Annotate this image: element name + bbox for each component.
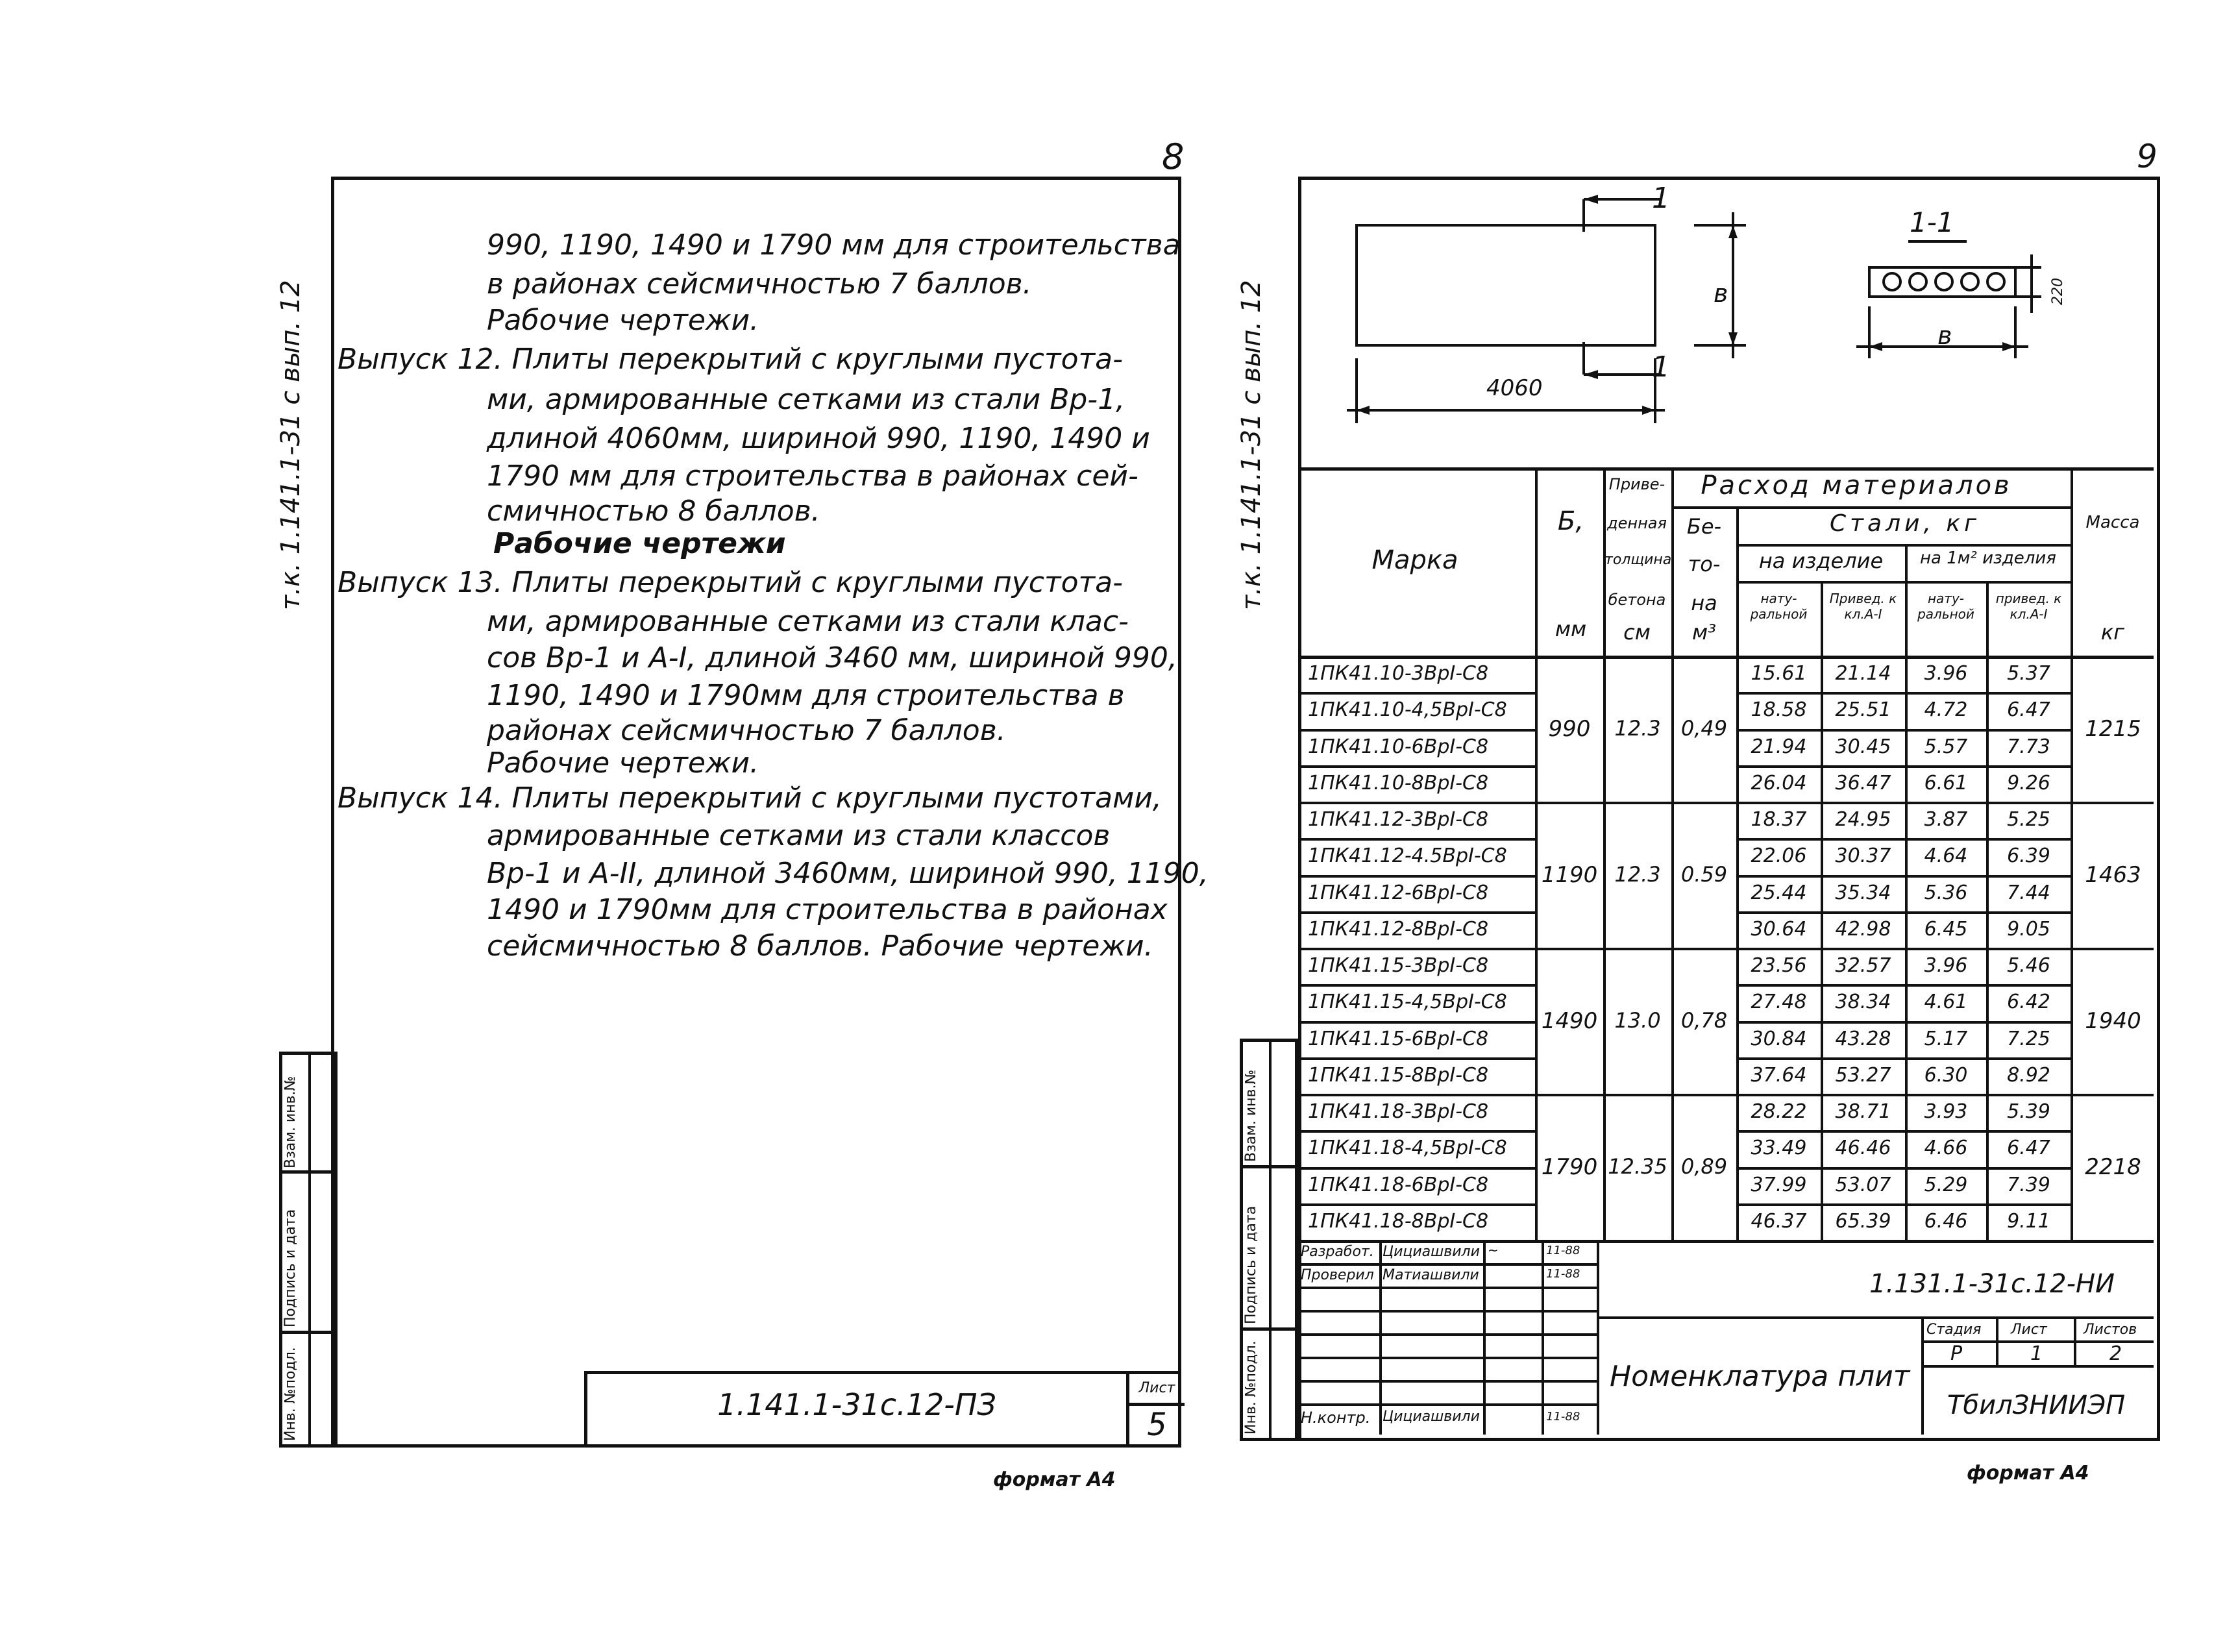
text-line: сов Вр-1 и А-I, длиной 3460 мм, шириной 990, bbox=[487, 641, 1177, 674]
row-divider bbox=[1298, 1167, 1535, 1170]
stamp-sheets-label: Листов bbox=[2084, 1322, 2137, 1338]
header-concrete-unit: м³ bbox=[1692, 620, 1716, 645]
text-line: Выпуск 13. Плиты перекрытий с круглыми пустота- bbox=[338, 566, 1123, 599]
table-row-mark: 1ПК41.18-8ВрI-С8 bbox=[1308, 1209, 1489, 1233]
left-document-code: 1.141.1-31с.12-ПЗ bbox=[717, 1387, 996, 1422]
table-cell-natural-m2: 4.61 bbox=[1924, 991, 1968, 1014]
table-row-mark: 1ПК41.18-6ВрI-С8 bbox=[1308, 1173, 1489, 1196]
header-b: Б, bbox=[1557, 506, 1584, 536]
left-side-columns bbox=[279, 1052, 338, 1448]
text-line: длиной 4060мм, шириной 990, 1190, 1490 и bbox=[487, 422, 1150, 455]
text-line: районах сейсмичностью 7 баллов. bbox=[487, 714, 1006, 747]
stamp-developer-role: Разработ. bbox=[1301, 1244, 1374, 1260]
group-concrete: 0.59 bbox=[1680, 861, 1728, 887]
stamp-sheets: 2 bbox=[2109, 1342, 2122, 1365]
table-cell-reduced: 42.98 bbox=[1835, 917, 1891, 941]
table-row-mark: 1ПК41.18-4,5ВрI-С8 bbox=[1308, 1137, 1507, 1160]
group-mass: 1215 bbox=[2085, 715, 2141, 742]
group-b: 1490 bbox=[1541, 1007, 1598, 1034]
stamp-control-name: Цициашвили bbox=[1383, 1409, 1480, 1425]
stamp-checker-role: Проверил bbox=[1301, 1267, 1374, 1283]
group-mass: 2218 bbox=[2085, 1153, 2141, 1180]
left-format-label: формат А4 bbox=[993, 1468, 1116, 1491]
section-width-dim: в bbox=[1937, 321, 1952, 350]
text-line: армированные сетками из стали классов bbox=[487, 819, 1111, 852]
row-divider bbox=[1736, 692, 2071, 695]
table-row-mark: 1ПК41.15-4,5ВрI-С8 bbox=[1308, 991, 1507, 1014]
row-divider bbox=[1736, 875, 2071, 878]
row-divider bbox=[1298, 948, 1535, 950]
table-cell-reduced-m2: 9.26 bbox=[2007, 771, 2050, 795]
row-divider bbox=[1736, 729, 2071, 732]
table-row-mark: 1ПК41.10-4,5ВрI-С8 bbox=[1308, 698, 1507, 722]
header-per-m2: на 1м² изделия bbox=[1920, 549, 2056, 568]
stamp-checker-date: 11-88 bbox=[1546, 1267, 1580, 1281]
table-cell-reduced: 21.14 bbox=[1835, 662, 1891, 685]
text-line: в районах сейсмичностью 7 баллов. bbox=[487, 267, 1032, 301]
group-thickness: 13.0 bbox=[1614, 1007, 1661, 1033]
table-cell-reduced-m2: 5.39 bbox=[2007, 1100, 2050, 1123]
table-cell-natural-m2: 6.45 bbox=[1924, 917, 1968, 941]
group-b: 990 bbox=[1548, 715, 1591, 742]
text-line: смичностью 8 баллов. bbox=[487, 495, 820, 528]
header-natural: нату-ральной bbox=[1750, 591, 1808, 622]
header-materials: Расход материалов bbox=[1701, 471, 2012, 500]
section-label: 1-1 bbox=[1910, 206, 1954, 238]
header-per-item: на изделие bbox=[1758, 549, 1884, 573]
right-side-col-sign: Подпись и дата bbox=[1243, 1205, 1259, 1324]
table-cell-natural-m2: 6.61 bbox=[1924, 771, 1968, 795]
group-concrete: 0,89 bbox=[1680, 1153, 1728, 1179]
row-divider bbox=[1298, 911, 1535, 914]
table-cell-reduced: 24.95 bbox=[1835, 808, 1891, 831]
group-thickness: 12.35 bbox=[1608, 1153, 1667, 1179]
row-divider bbox=[1298, 1203, 1535, 1206]
section-mark-bottom: 1 bbox=[1652, 351, 1670, 384]
table-cell-reduced-m2: 7.39 bbox=[2007, 1173, 2050, 1196]
right-format-label: формат А4 bbox=[1967, 1462, 2089, 1485]
group-concrete: 0,49 bbox=[1680, 715, 1728, 741]
stamp-developer-name: Цициашвили bbox=[1383, 1244, 1480, 1260]
stamp-document-code: 1.131.1-31с.12-НИ bbox=[1869, 1269, 2115, 1299]
table-cell-natural: 25.44 bbox=[1751, 881, 1807, 904]
table-cell-reduced-m2: 5.25 bbox=[2007, 808, 2050, 831]
text-line: 1190, 1490 и 1790мм для строительства в bbox=[487, 679, 1125, 712]
row-divider bbox=[1736, 838, 2071, 841]
table-cell-natural-m2: 5.36 bbox=[1924, 881, 1968, 904]
table-cell-reduced-m2: 9.11 bbox=[2007, 1209, 2050, 1233]
stamp-control-date: 11-88 bbox=[1546, 1410, 1580, 1424]
text-line: ми, армированные сетками из стали Вр-1, bbox=[487, 383, 1125, 416]
group-mass: 1940 bbox=[2085, 1007, 2141, 1034]
left-sheet-number: 5 bbox=[1147, 1407, 1167, 1443]
right-side-columns bbox=[1240, 1039, 1298, 1441]
materials-table bbox=[1298, 467, 2154, 1240]
text-line: 990, 1190, 1490 и 1790 мм для строительства bbox=[487, 228, 1181, 262]
row-divider bbox=[1298, 1094, 1535, 1096]
group-thickness: 12.3 bbox=[1614, 861, 1661, 887]
table-cell-reduced: 38.71 bbox=[1835, 1100, 1891, 1123]
header-thickness-1: Приве- bbox=[1608, 475, 1666, 493]
table-cell-reduced: 25.51 bbox=[1835, 698, 1891, 722]
right-side-col-replace: Взам. инв.№ bbox=[1243, 1069, 1259, 1162]
table-cell-natural: 15.61 bbox=[1751, 662, 1807, 685]
left-page-number: 8 bbox=[1162, 136, 1185, 177]
plan-width-dim: в bbox=[1714, 279, 1728, 308]
table-cell-reduced: 38.34 bbox=[1835, 991, 1891, 1014]
table-row-mark: 1ПК41.12-4.5ВрI-С8 bbox=[1308, 844, 1507, 868]
table-cell-reduced: 35.34 bbox=[1835, 881, 1891, 904]
row-divider bbox=[1298, 838, 1535, 841]
row-divider bbox=[1298, 1021, 1535, 1024]
table-cell-reduced-m2: 7.44 bbox=[2007, 881, 2050, 904]
table-cell-reduced-m2: 6.42 bbox=[2007, 991, 2050, 1014]
group-b: 1190 bbox=[1541, 861, 1598, 888]
row-divider bbox=[1736, 1130, 2071, 1133]
table-cell-natural: 28.22 bbox=[1751, 1100, 1807, 1123]
table-cell-reduced: 53.07 bbox=[1835, 1173, 1891, 1196]
stamp-stage-label: Стадия bbox=[1926, 1322, 1982, 1338]
group-thickness: 12.3 bbox=[1614, 715, 1661, 741]
table-row-mark: 1ПК41.18-3ВрI-С8 bbox=[1308, 1100, 1489, 1123]
table-row-mark: 1ПК41.12-8ВрI-С8 bbox=[1308, 917, 1489, 941]
text-line: сейсмичностью 8 баллов. Рабочие чертежи. bbox=[487, 930, 1153, 963]
group-b: 1790 bbox=[1541, 1153, 1598, 1180]
row-divider bbox=[1736, 911, 2071, 914]
row-divider bbox=[1736, 1021, 2071, 1024]
stamp-control-role: Н.контр. bbox=[1301, 1409, 1371, 1427]
header-mass-unit: кг bbox=[2100, 620, 2125, 645]
stamp-stage: Р bbox=[1950, 1342, 1963, 1365]
header-mass: Масса bbox=[2085, 513, 2140, 532]
table-cell-natural: 22.06 bbox=[1751, 844, 1807, 868]
table-cell-reduced-m2: 5.37 bbox=[2007, 662, 2050, 685]
right-title-block bbox=[1298, 1240, 2154, 1435]
group-mass: 1463 bbox=[2085, 861, 2141, 888]
table-row-mark: 1ПК41.15-6ВрI-С8 bbox=[1308, 1027, 1489, 1050]
row-divider bbox=[1736, 1094, 2071, 1096]
table-cell-natural: 18.58 bbox=[1751, 698, 1807, 722]
header-concrete-1: Бе- bbox=[1686, 514, 1722, 539]
header-thickness-2: денная bbox=[1607, 514, 1667, 532]
header-reduced-m2: привед. к кл.А-I bbox=[1995, 591, 2062, 622]
text-line: Выпуск 14. Плиты перекрытий с круглыми пустотами, bbox=[338, 782, 1162, 815]
header-marka: Марка bbox=[1371, 545, 1458, 575]
right-page-number: 9 bbox=[2137, 138, 2157, 175]
text-line: ми, армированные сетками из стали клас- bbox=[487, 605, 1129, 638]
stamp-organization: ТбилЗНИИЭП bbox=[1947, 1390, 2126, 1420]
header-reduced: Привед. к кл.А-I bbox=[1829, 591, 1897, 622]
table-cell-natural-m2: 4.72 bbox=[1924, 698, 1968, 722]
stamp-checker-name: Матиашвили bbox=[1383, 1267, 1479, 1283]
header-steel: Стали, кг bbox=[1829, 510, 1981, 537]
table-cell-natural: 37.64 bbox=[1751, 1063, 1807, 1087]
text-line: Рабочие чертежи bbox=[493, 527, 786, 560]
section-height-dim: 220 bbox=[2050, 278, 2066, 305]
row-divider bbox=[1298, 765, 1535, 768]
row-divider bbox=[1298, 692, 1535, 695]
table-cell-natural-m2: 5.17 bbox=[1924, 1027, 1968, 1050]
header-concrete-3: на bbox=[1691, 591, 1717, 615]
row-divider bbox=[1298, 1057, 1535, 1060]
row-divider bbox=[1736, 802, 2071, 804]
row-divider bbox=[1298, 875, 1535, 878]
left-title-block bbox=[584, 1371, 1181, 1447]
row-divider bbox=[1736, 1167, 2071, 1170]
text-line: Рабочие чертежи. bbox=[487, 304, 759, 337]
table-cell-reduced-m2: 6.47 bbox=[2007, 698, 2050, 722]
table-cell-natural-m2: 3.87 bbox=[1924, 808, 1968, 831]
table-cell-natural: 27.48 bbox=[1751, 991, 1807, 1014]
table-cell-natural-m2: 6.46 bbox=[1924, 1209, 1968, 1233]
table-row-mark: 1ПК41.10-8ВрI-С8 bbox=[1308, 771, 1489, 795]
header-thickness-4: бетона bbox=[1608, 591, 1666, 609]
text-line: 1490 и 1790мм для строительства в районах bbox=[487, 893, 1168, 926]
stamp-sheet-label: Лист bbox=[2011, 1322, 2047, 1338]
table-cell-natural: 37.99 bbox=[1751, 1173, 1807, 1196]
text-line: Вр-1 и А-II, длиной 3460мм, шириной 990, 1190, bbox=[487, 857, 1209, 890]
table-cell-natural: 26.04 bbox=[1751, 771, 1807, 795]
table-cell-reduced-m2: 7.73 bbox=[2007, 735, 2050, 758]
table-cell-reduced-m2: 6.47 bbox=[2007, 1137, 2050, 1160]
left-side-code: т.к. 1.141.1-31 с вып. 12 bbox=[276, 280, 306, 610]
table-cell-natural-m2: 3.96 bbox=[1924, 662, 1968, 685]
table-row-mark: 1ПК41.10-3ВрI-С8 bbox=[1308, 662, 1489, 685]
table-cell-reduced: 30.37 bbox=[1835, 844, 1891, 868]
text-line: Выпуск 12. Плиты перекрытий с круглыми пустота- bbox=[338, 343, 1123, 376]
row-divider bbox=[1298, 802, 1535, 804]
table-cell-natural-m2: 5.29 bbox=[1924, 1173, 1968, 1196]
table-row-mark: 1ПК41.15-3ВрI-С8 bbox=[1308, 954, 1489, 977]
table-cell-reduced: 43.28 bbox=[1835, 1027, 1891, 1050]
table-cell-reduced: 46.46 bbox=[1835, 1137, 1891, 1160]
table-cell-natural: 30.64 bbox=[1751, 917, 1807, 941]
section-mark-top: 1 bbox=[1652, 182, 1670, 215]
table-cell-natural: 23.56 bbox=[1751, 954, 1807, 977]
left-side-col-inv: Инв. №подл. bbox=[282, 1347, 299, 1441]
header-b-unit: мм bbox=[1555, 617, 1587, 641]
slab-plan bbox=[1357, 225, 1655, 345]
table-cell-reduced-m2: 5.46 bbox=[2007, 954, 2050, 977]
left-side-col-sign: Подпись и дата bbox=[282, 1209, 299, 1327]
table-row-mark: 1ПК41.10-6ВрI-С8 bbox=[1308, 735, 1489, 758]
stamp-title: Номенклатура плит bbox=[1610, 1360, 1910, 1393]
table-cell-reduced: 65.39 bbox=[1835, 1209, 1891, 1233]
table-row-mark: 1ПК41.12-3ВрI-С8 bbox=[1308, 808, 1489, 831]
table-row-mark: 1ПК41.15-8ВрI-С8 bbox=[1308, 1063, 1489, 1087]
right-side-code: т.к. 1.141.1-31 с вып. 12 bbox=[1236, 280, 1266, 610]
group-concrete: 0,78 bbox=[1680, 1007, 1728, 1033]
stamp-sheet: 1 bbox=[2030, 1342, 2043, 1365]
table-cell-reduced: 53.27 bbox=[1835, 1063, 1891, 1087]
stamp-developer-signature: ~ bbox=[1488, 1242, 1499, 1258]
row-divider bbox=[1736, 984, 2071, 987]
row-divider bbox=[1736, 948, 2071, 950]
table-cell-natural-m2: 3.93 bbox=[1924, 1100, 1968, 1123]
stamp-developer-date: 11-88 bbox=[1546, 1244, 1580, 1257]
table-cell-reduced-m2: 8.92 bbox=[2007, 1063, 2050, 1087]
row-divider bbox=[1736, 1203, 2071, 1206]
left-side-col-replace: Взам. инв.№ bbox=[282, 1076, 299, 1168]
table-cell-natural-m2: 5.57 bbox=[1924, 735, 1968, 758]
table-cell-reduced: 32.57 bbox=[1835, 954, 1891, 977]
table-cell-natural-m2: 4.66 bbox=[1924, 1137, 1968, 1160]
row-divider bbox=[1298, 1130, 1535, 1133]
table-cell-natural: 33.49 bbox=[1751, 1137, 1807, 1160]
table-cell-reduced-m2: 6.39 bbox=[2007, 844, 2050, 868]
row-divider bbox=[1298, 729, 1535, 732]
section-outline bbox=[1869, 267, 2015, 297]
table-cell-natural-m2: 4.64 bbox=[1924, 844, 1968, 868]
header-concrete-2: то- bbox=[1688, 552, 1721, 576]
table-cell-natural: 21.94 bbox=[1751, 735, 1807, 758]
table-cell-natural-m2: 3.96 bbox=[1924, 954, 1968, 977]
table-cell-reduced-m2: 9.05 bbox=[2007, 917, 2050, 941]
table-cell-natural: 46.37 bbox=[1751, 1209, 1807, 1233]
table-cell-reduced: 36.47 bbox=[1835, 771, 1891, 795]
table-cell-natural: 18.37 bbox=[1751, 808, 1807, 831]
plan-length-dim: 4060 bbox=[1486, 375, 1543, 401]
header-thickness-unit: см bbox=[1623, 620, 1651, 645]
row-divider bbox=[1298, 984, 1535, 987]
right-side-col-inv: Инв. №подл. bbox=[1243, 1340, 1259, 1435]
table-cell-natural-m2: 6.30 bbox=[1924, 1063, 1968, 1087]
table-cell-natural: 30.84 bbox=[1751, 1027, 1807, 1050]
left-sheet-label: Лист bbox=[1129, 1374, 1185, 1406]
table-cell-reduced-m2: 7.25 bbox=[2007, 1027, 2050, 1050]
header-natural-m2: нату-ральной bbox=[1917, 591, 1974, 622]
slab-drawing bbox=[1298, 177, 2154, 469]
table-cell-reduced: 30.45 bbox=[1835, 735, 1891, 758]
row-divider bbox=[1736, 765, 2071, 768]
row-divider bbox=[1736, 1057, 2071, 1060]
table-row-mark: 1ПК41.12-6ВрI-С8 bbox=[1308, 881, 1489, 904]
header-thickness-3: толщина bbox=[1604, 552, 1672, 568]
text-line: 1790 мм для строительства в районах сей- bbox=[487, 460, 1138, 493]
text-line: Рабочие чертежи. bbox=[487, 746, 759, 780]
